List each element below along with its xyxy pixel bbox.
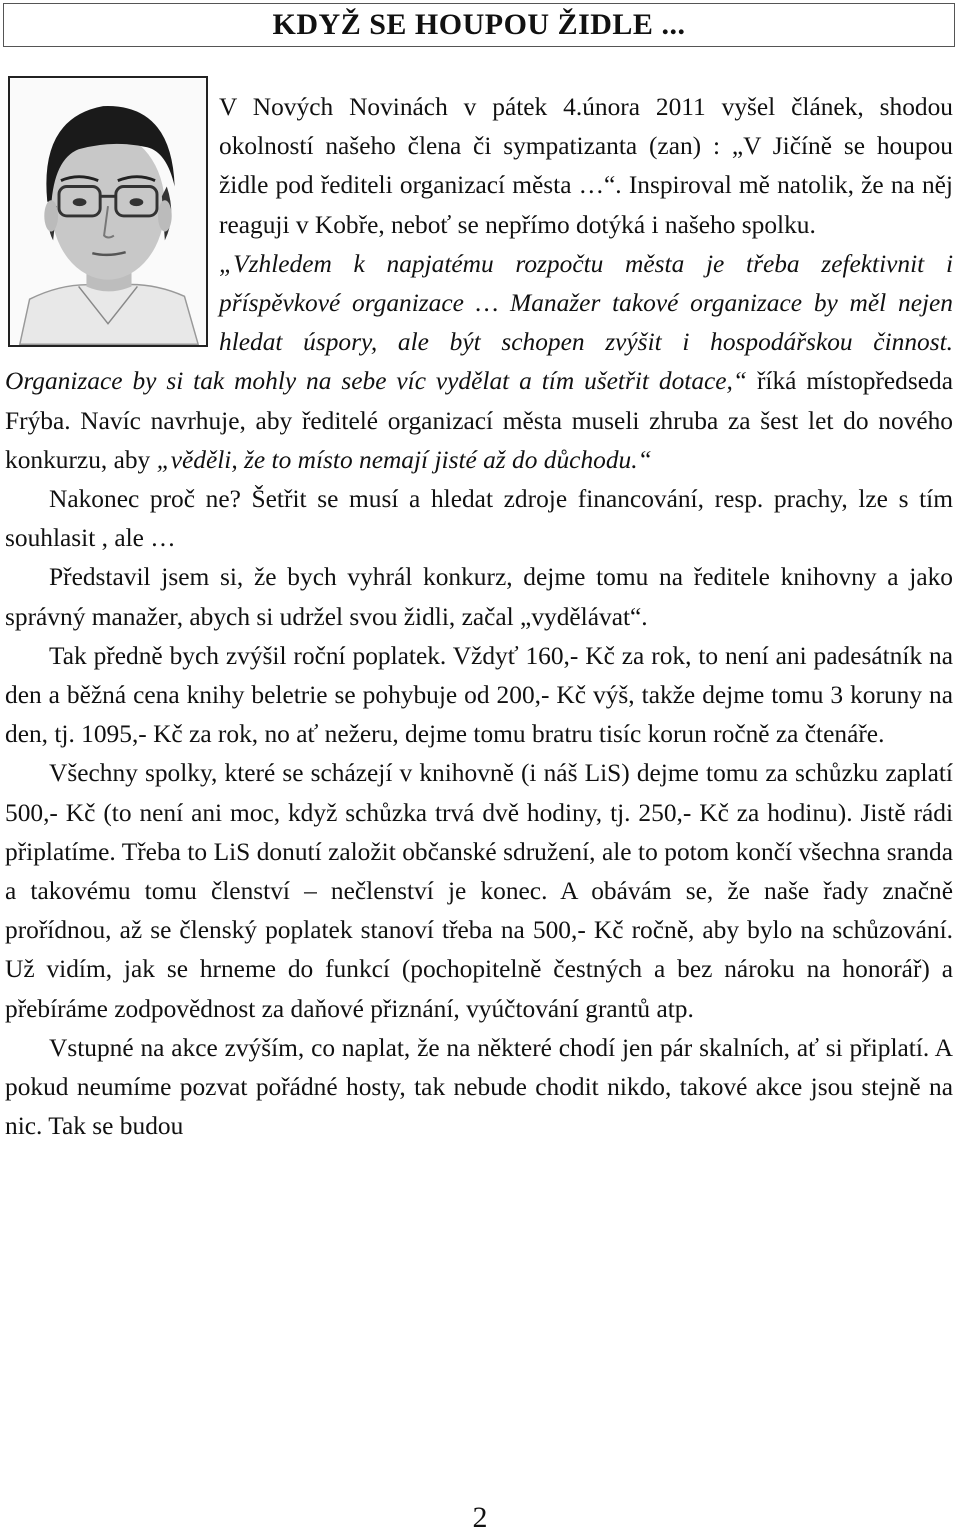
article-body [5, 88, 953, 1146]
paragraph-4: Představil jsem si, že bych vyhrál konkurz, dejme tomu na ředitele knihovny a jako správný manažer, abych si udržel svou židli, začal „vydělávat“. [5, 563, 953, 631]
title-box [3, 3, 955, 47]
article-title: KDYŽ SE HOUPOU ŽIDLE ... [272, 8, 686, 41]
page-number: 2 [472, 1501, 488, 1534]
paragraph-6: Všechny spolky, které se scházejí v knihovně (i náš LiS) dejme tomu za schůzku zaplatí 500,- Kč (to není ani moc, když schůzka trvá dvě hodiny, tj. 250,- Kč za hodinu). Jistě rádi připlatíme. Třeba to LiS donutí založit občanské sdružení, ale to potom končí všechna sranda a takovému tomu členství – nečlenství je konec. A obávám se, že naše řady značně prořídnou, až se členský poplatek stanoví třeba na 500,- Kč ročně, aby bylo na schůzování. Už vidím, jak se hrneme do funkcí (pochopitelně čestných a bez nároku na honorář) a přebíráme zodpovědnost za daňové přiznání, vyúčtování grantů atp. [5, 759, 953, 1023]
paragraph-5: Tak předně bych zvýšil roční poplatek. Vždyť 160,- Kč za rok, to není ani padesátník na den a běžná cena knihy beletrie se pohybuje od 200,- Kč výš, takže dejme tomu 3 koruny na den, tj. 1095,- Kč za rok, no ať nežeru, dejme tomu bratru tisíc korun ročně za čtenáře. [5, 641, 953, 749]
paragraph-7: Vstupné na akce zvýším, co naplat, že na některé chodí jen pár skalních, ať si připlatí. A pokud neumíme pozvat pořádné hosty, tak nebude chodit nikdo, takové akce jsou stejně na nic. Tak se budou [5, 1033, 953, 1141]
paragraph-1: V Nových Novinách v pátek 4.února 2011 vyšel článek, shodou okolností našeho člena či sympatizanta (zan) : „V Jičíně se houpou židle pod řediteli organizací města …“. Inspiroval mě natolik, že na něj reaguji v Kobře, neboť se nepřímo dotýká i našeho spolku. [219, 93, 953, 239]
paragraph-2-text: říká místopředseda Frýba. Navíc navrhuje, aby ředitelé organizací města museli zhruba za šest let do nového konkurzu, aby [5, 367, 953, 474]
quote-vice-mayor: „Vzhledem k napjatému rozpočtu města je třeba zefektivnit i příspěvkové organizace … Manažer takové organizace by měl nejen hledat úspory, ale být schopen zvýšit i hospodářskou činnost. Organizace by si tak mohly na sebe víc vydělat a tím ušetřit dotace,“ [5, 249, 953, 396]
paragraph-3: Nakonec proč ne? Šetřit se musí a hledat zdroje financování, resp. prachy, lze s tím souhlasit , ale … [5, 485, 953, 553]
quote-pension: „věděli, že to místo nemají jisté až do důchodu.“ [156, 445, 652, 474]
